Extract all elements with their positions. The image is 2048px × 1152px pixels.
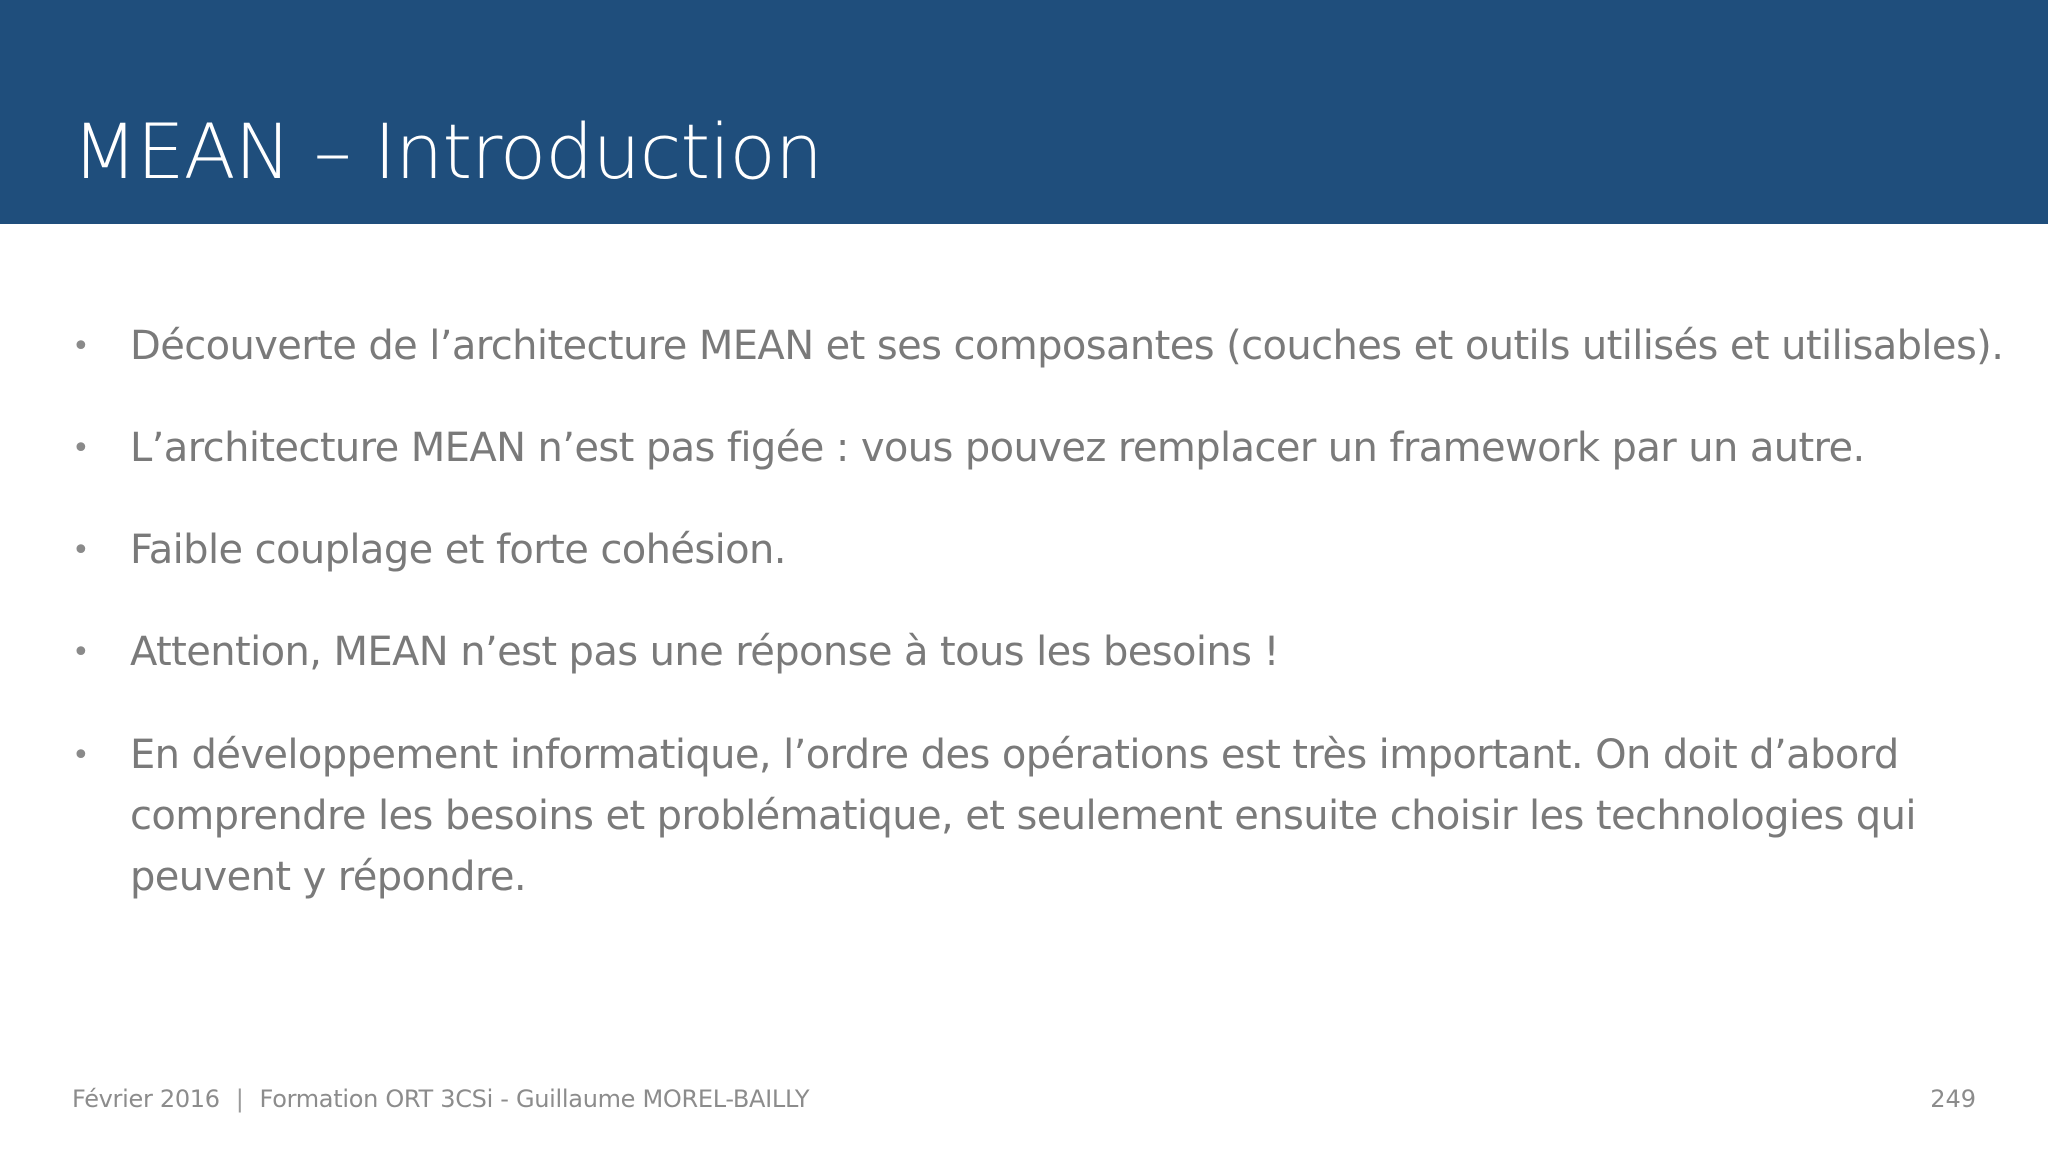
title-banner <box>0 0 2048 224</box>
footer-separator: | <box>235 1085 244 1113</box>
bullet-text: En développement informatique, l’ordre des opérations est très important. On doit d’abord comprendre les besoins et problématique, et seulement ensuite choisir les technologies qui peuvent y répondre. <box>130 732 1916 900</box>
slide-title: MEAN – Introduction <box>72 107 822 196</box>
bullet-text: L’architecture MEAN n’est pas figée : vous pouvez remplacer un framework par un autre. <box>130 425 1865 471</box>
bullet-dot-icon: • <box>72 329 90 364</box>
footer-course: Formation ORT 3CSi - Guillaume MOREL-BAILLY <box>259 1085 810 1113</box>
bullet-dot-icon: • <box>72 431 90 466</box>
bullet-dot-icon: • <box>72 635 90 670</box>
bullet-text: Découverte de l’architecture MEAN et ses composantes (couches et outils utilisés et utilisables). <box>130 323 2004 369</box>
page-number: 249 <box>1930 1085 1976 1113</box>
bullet-dot-icon: • <box>72 738 90 773</box>
bullet-dot-icon: • <box>72 533 90 568</box>
footer-info <box>72 1083 809 1115</box>
bullet-text: Attention, MEAN n’est pas une réponse à tous les besoins ! <box>130 629 1279 675</box>
bullet-text: Faible couplage et forte cohésion. <box>130 527 786 573</box>
footer-date: Février 2016 <box>72 1085 220 1113</box>
